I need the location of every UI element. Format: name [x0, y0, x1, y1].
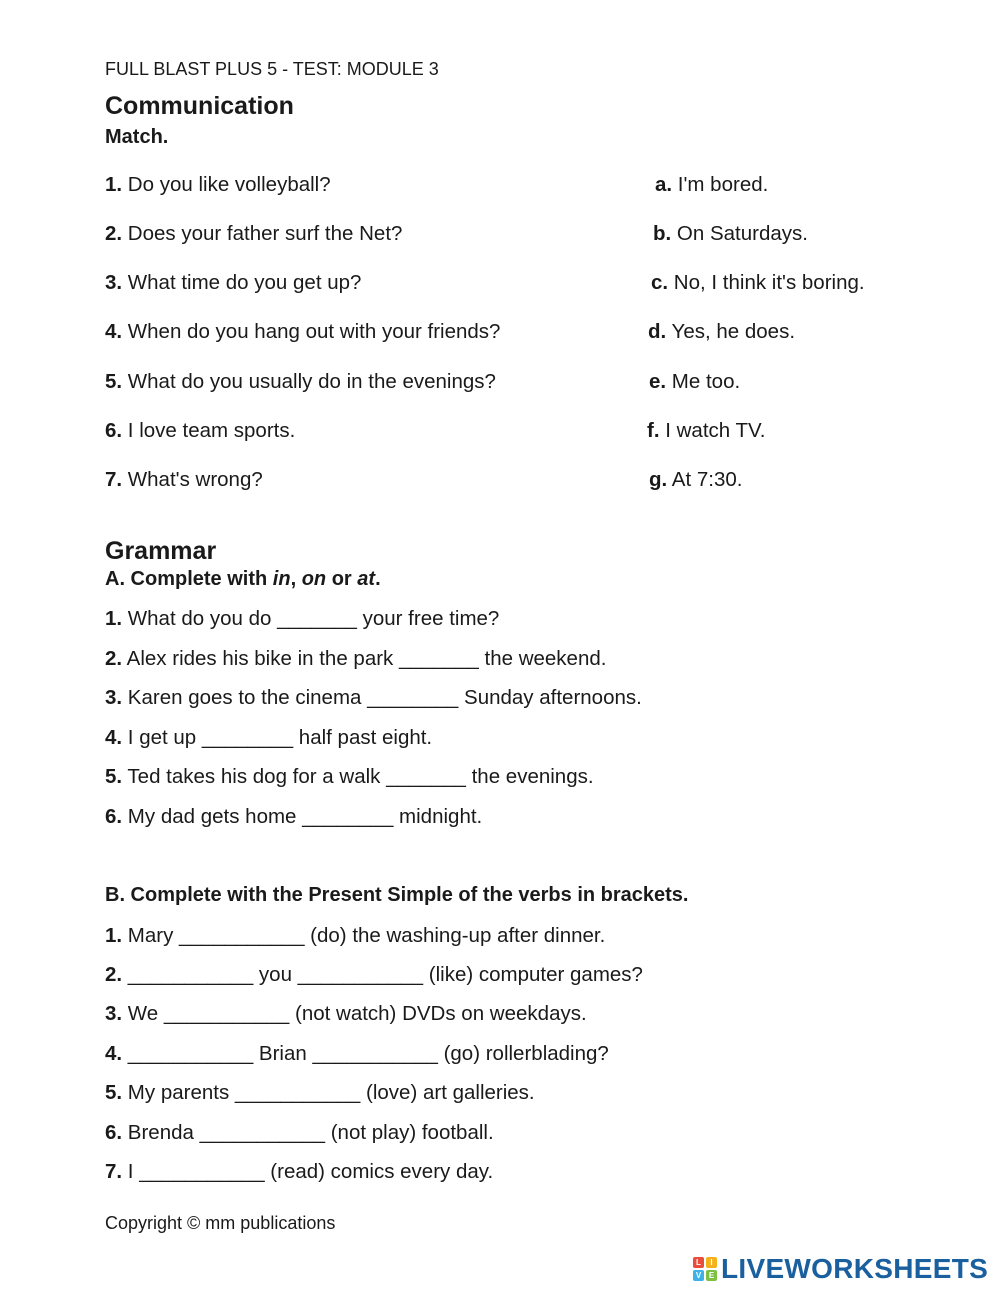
liveworksheets-logo: [693, 1254, 988, 1284]
question-5: [105, 370, 496, 394]
logo-mark-cell: I: [706, 1257, 717, 1268]
item-number: 6.: [105, 1121, 123, 1144]
answer-c: [651, 271, 865, 295]
question-text: When do you hang out with your friends?: [122, 320, 501, 343]
copyright-notice: Copyright © mm publications: [105, 1213, 336, 1233]
answer-letter: g.: [649, 468, 668, 491]
word-on: on: [301, 568, 327, 590]
question-number: 1.: [105, 173, 123, 196]
separator: or: [326, 568, 358, 590]
answer-text: On Saturdays.: [671, 222, 808, 245]
word-at: at: [357, 568, 376, 590]
answer-text: No, I think it's boring.: [668, 271, 865, 294]
item-number: 6.: [105, 805, 123, 828]
item-text: My parents ___________ (love) art galleries.: [122, 1081, 535, 1104]
question-number: 7.: [105, 468, 123, 491]
answer-d: [648, 320, 795, 344]
item-text: We ___________ (not watch) DVDs on weekdays.: [122, 1002, 587, 1025]
question-text: I love team sports.: [122, 419, 296, 442]
answer-letter: b.: [653, 222, 672, 245]
item-number: 5.: [105, 1081, 123, 1104]
question-text: What do you usually do in the evenings?: [122, 370, 496, 393]
part-a-suffix: .: [375, 568, 381, 590]
answer-letter: c.: [651, 271, 669, 294]
answer-letter: a.: [655, 173, 673, 196]
question-number: 4.: [105, 320, 123, 343]
item-number: 2.: [105, 647, 123, 670]
part-b-item-2: [105, 963, 643, 987]
question-3: [105, 271, 361, 295]
part-b-item-6: [105, 1121, 494, 1145]
grammar-title: Grammar: [105, 537, 217, 565]
communication-title: Communication: [105, 92, 294, 120]
question-7: [105, 468, 263, 492]
item-number: 3.: [105, 1002, 123, 1025]
logo-mark-icon: [693, 1257, 717, 1281]
answer-text: I'm bored.: [672, 173, 769, 196]
item-text: I ___________ (read) comics every day.: [122, 1160, 494, 1183]
item-text: Alex rides his bike in the park _______ the weekend.: [122, 647, 607, 670]
item-number: 4.: [105, 1042, 123, 1065]
item-text: My dad gets home ________ midnight.: [122, 805, 483, 828]
answer-text: I watch TV.: [659, 419, 766, 442]
item-number: 1.: [105, 924, 123, 947]
answer-e: [649, 370, 740, 394]
question-2: [105, 222, 402, 246]
item-text: Karen goes to the cinema ________ Sunday afternoons.: [122, 686, 642, 709]
item-number: 1.: [105, 607, 123, 630]
question-text: Does your father surf the Net?: [122, 222, 403, 245]
item-number: 7.: [105, 1160, 123, 1183]
word-in: in: [272, 568, 291, 590]
answer-f: [647, 419, 766, 443]
part-b-item-4: [105, 1042, 609, 1066]
part-a-item-2: [105, 647, 606, 671]
question-6: [105, 419, 295, 443]
part-a-instruction: [105, 568, 381, 591]
question-1: [105, 173, 331, 197]
answer-b: [653, 222, 808, 246]
logo-text: LIVEWORKSHEETS: [721, 1253, 989, 1284]
part-b-item-5: [105, 1081, 535, 1105]
part-b-item-3: [105, 1002, 587, 1026]
item-number: 3.: [105, 686, 123, 709]
question-text: Do you like volleyball?: [122, 173, 331, 196]
question-text: What time do you get up?: [122, 271, 362, 294]
logo-mark-cell: V: [693, 1270, 704, 1281]
question-text: What's wrong?: [122, 468, 263, 491]
answer-text: At 7:30.: [667, 468, 743, 491]
answer-letter: e.: [649, 370, 667, 393]
question-4: [105, 320, 500, 344]
item-number: 2.: [105, 963, 123, 986]
item-text: ___________ Brian ___________ (go) rollerblading?: [122, 1042, 609, 1065]
document-header: FULL BLAST PLUS 5 - TEST: MODULE 3: [105, 59, 439, 79]
item-number: 5.: [105, 765, 123, 788]
answer-text: Yes, he does.: [666, 320, 796, 343]
part-a-item-6: [105, 805, 482, 829]
answer-a: [655, 173, 768, 197]
answer-letter: f.: [647, 419, 660, 442]
question-number: 2.: [105, 222, 123, 245]
part-a-item-3: [105, 686, 642, 710]
item-text: What do you do _______ your free time?: [122, 607, 500, 630]
answer-g: [649, 468, 742, 492]
separator: ,: [290, 568, 302, 590]
item-text: Brenda ___________ (not play) football.: [122, 1121, 494, 1144]
item-text: Ted takes his dog for a walk _______ the evenings.: [122, 765, 594, 788]
part-a-item-5: [105, 765, 594, 789]
match-instruction: Match.: [105, 126, 169, 148]
part-b-instruction: B. Complete with the Present Simple of the verbs in brackets.: [105, 884, 689, 906]
question-number: 6.: [105, 419, 123, 442]
item-text: ___________ you ___________ (like) computer games?: [122, 963, 643, 986]
logo-mark-cell: E: [706, 1270, 717, 1281]
part-a-item-1: [105, 607, 499, 631]
logo-mark-cell: L: [693, 1257, 704, 1268]
part-b-item-7: [105, 1160, 493, 1184]
answer-text: Me too.: [666, 370, 741, 393]
question-number: 5.: [105, 370, 123, 393]
part-a-item-4: [105, 726, 432, 750]
item-text: Mary ___________ (do) the washing-up after dinner.: [122, 924, 606, 947]
answer-letter: d.: [648, 320, 667, 343]
item-text: I get up ________ half past eight.: [122, 726, 433, 749]
item-number: 4.: [105, 726, 123, 749]
question-number: 3.: [105, 271, 123, 294]
part-b-item-1: [105, 924, 605, 948]
part-a-prefix: A. Complete with: [105, 568, 273, 590]
